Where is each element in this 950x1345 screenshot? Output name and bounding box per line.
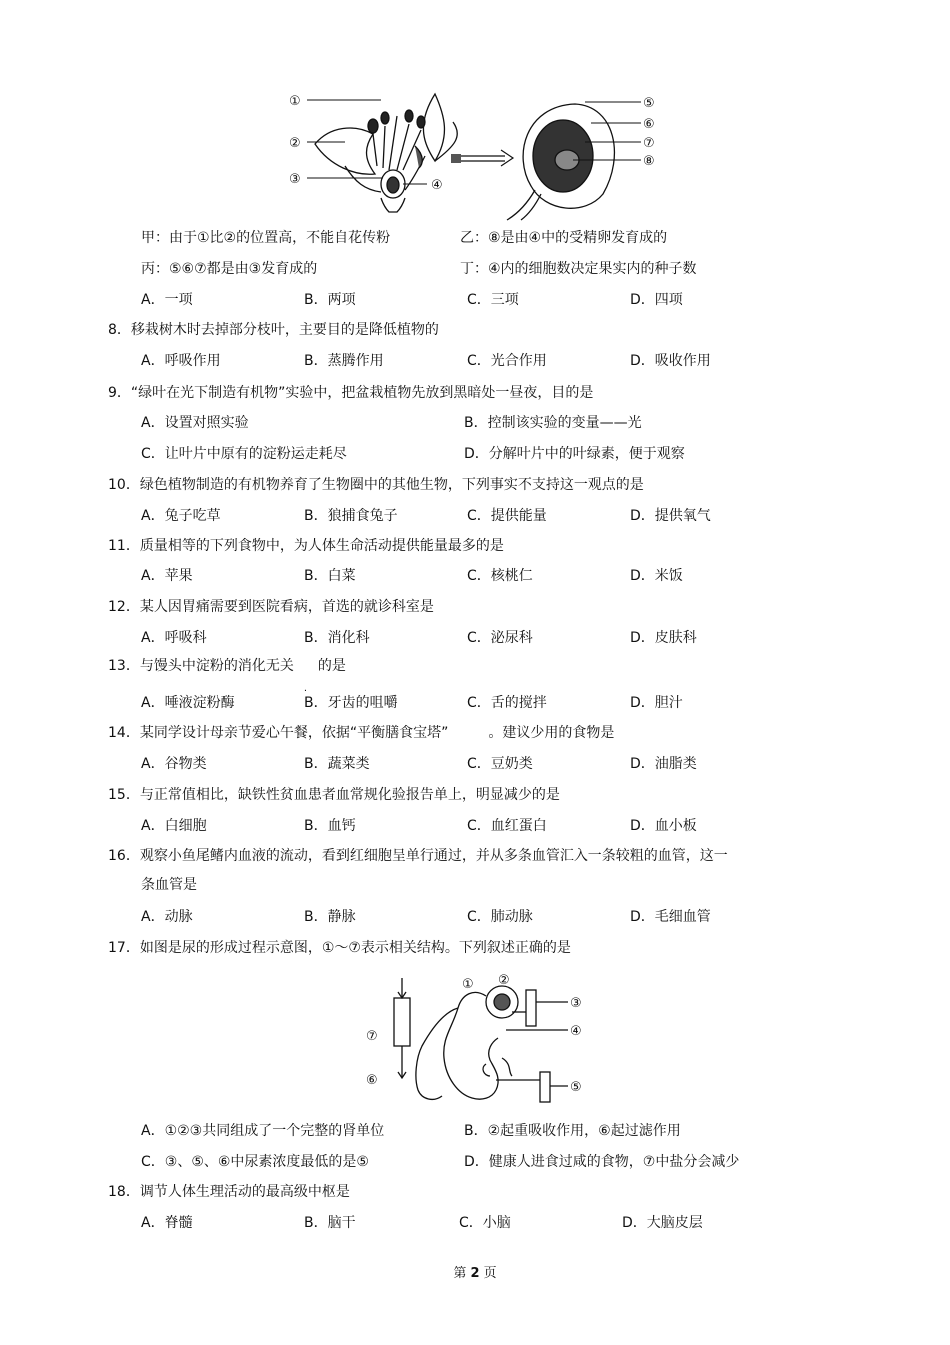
nephron-label-1: ① [462, 977, 474, 992]
q9-option-d[interactable]: D．分解叶片中的叶绿素，便于观察 [464, 446, 685, 462]
q7-option-c[interactable]: C．三项 [467, 292, 519, 308]
q17-option-d[interactable]: D．健康人进食过咸的食物，⑦中盐分会减少 [464, 1154, 740, 1170]
q14-option-a[interactable]: A．谷物类 [141, 756, 207, 772]
q14-option-b[interactable]: B．蔬菜类 [304, 756, 370, 772]
q10-option-d[interactable]: D．提供氧气 [630, 508, 711, 524]
flower-drawing [315, 94, 457, 212]
q12-option-c[interactable]: C．泌尿科 [467, 630, 533, 646]
page-number: 2 [470, 1266, 480, 1281]
q18-option-a[interactable]: A．脊髓 [141, 1215, 193, 1231]
nephron-label-6: ⑥ [366, 1073, 378, 1088]
q7-statement-bing: 丙：⑤⑥⑦都是由③发育成的 [141, 261, 318, 277]
label-5: ⑤ [643, 96, 655, 111]
q16-question-cont: 条血管是 [141, 877, 197, 893]
q9-option-b[interactable]: B．控制该实验的变量——光 [464, 415, 642, 431]
nephron-label-4: ④ [570, 1024, 582, 1039]
q16-option-c[interactable]: C．肺动脉 [467, 909, 533, 925]
footer-prefix: 第 [453, 1266, 467, 1281]
q11-option-d[interactable]: D．米饭 [630, 568, 683, 584]
page-footer [0, 1262, 950, 1281]
label-1: ① [289, 94, 301, 109]
arrow-icon [451, 150, 513, 166]
nephron-label-7: ⑦ [366, 1029, 378, 1044]
q14-option-c[interactable]: C．豆奶类 [467, 756, 533, 772]
q13-text-b: 的是 [317, 658, 346, 674]
label-8: ⑧ [643, 154, 655, 169]
q13-option-b[interactable]: B．牙齿的咀嚼 [304, 695, 398, 711]
q9-option-c[interactable]: C．让叶片中原有的淀粉运走耗尽 [141, 446, 347, 462]
q14-text-b: 。建议少用的食物是 [488, 725, 615, 741]
q11-question: 11．质量相等的下列食物中，为人体生命活动提供能量最多的是 [108, 538, 504, 554]
nephron-figure [362, 968, 592, 1110]
q7-statement-jia: 甲：由于①比②的位置高，不能自花传粉 [141, 230, 391, 246]
flower-fruit-figure [285, 86, 665, 222]
q13-option-d[interactable]: D．胆汁 [630, 695, 683, 711]
q13-option-c[interactable]: C．舌的搅拌 [467, 695, 547, 711]
nephron-label-5: ⑤ [570, 1080, 582, 1095]
q11-option-c[interactable]: C．核桃仁 [467, 568, 533, 584]
q14-text-a: 14．某同学设计母亲节爱心午餐，依据“平衡膳食宝塔” [108, 725, 449, 741]
footer-suffix: 页 [483, 1266, 497, 1281]
q15-option-c[interactable]: C．血红蛋白 [467, 818, 547, 834]
q9-option-a[interactable]: A．设置对照实验 [141, 415, 249, 431]
q10-option-a[interactable]: A．兔子吃草 [141, 508, 221, 524]
q16-option-b[interactable]: B．静脉 [304, 909, 356, 925]
q16-option-a[interactable]: A．动脉 [141, 909, 193, 925]
q8-option-d[interactable]: D．吸收作用 [630, 353, 711, 369]
q11-option-b[interactable]: B．白菜 [304, 568, 356, 584]
q7-option-d[interactable]: D．四项 [630, 292, 683, 308]
label-3: ③ [289, 172, 301, 187]
q15-question: 15．与正常值相比，缺铁性贫血患者血常规化验报告单上，明显减少的是 [108, 787, 560, 803]
q11-option-a[interactable]: A．苹果 [141, 568, 193, 584]
q14-option-d[interactable]: D．油脂类 [630, 756, 697, 772]
label-4: ④ [431, 178, 443, 193]
q12-option-b[interactable]: B．消化科 [304, 630, 370, 646]
q8-question: 8．移栽树木时去掉部分枝叶，主要目的是降低植物的 [108, 322, 439, 338]
q17-option-a[interactable]: A．①②③共同组成了一个完整的肾单位 [141, 1123, 385, 1139]
q18-question: 18．调节人体生理活动的最高级中枢是 [108, 1184, 350, 1200]
q17-question: 17．如图是尿的形成过程示意图，①～⑦表示相关结构。下列叙述正确的是 [108, 940, 571, 956]
q8-option-c[interactable]: C．光合作用 [467, 353, 547, 369]
q10-question: 10．绿色植物制造的有机物养育了生物圈中的其他生物，下列事实不支持这一观点的是 [108, 477, 644, 493]
q14-question [108, 724, 614, 742]
q15-option-d[interactable]: D．血小板 [630, 818, 697, 834]
q7-option-b[interactable]: B．两项 [304, 292, 356, 308]
q13-option-a[interactable]: A．唾液淀粉酶 [141, 695, 235, 711]
q7-option-a[interactable]: A．一项 [141, 292, 193, 308]
q8-option-b[interactable]: B．蒸腾作用 [304, 353, 384, 369]
fruit-part-labels [643, 96, 655, 169]
label-6: ⑥ [643, 117, 655, 132]
q15-option-a[interactable]: A．白细胞 [141, 818, 207, 834]
q7-statement-yi: 乙：⑧是由④中的受精卵发育成的 [460, 230, 668, 246]
nephron-label-2: ② [498, 973, 510, 988]
q13-text-a: 13．与馒头中淀粉的消化无关 [108, 658, 294, 674]
q9-question: 9．“绿叶在光下制造有机物”实验中，把盆栽植物先放到黑暗处一昼夜，目的是 [108, 385, 594, 401]
q12-option-a[interactable]: A．呼吸科 [141, 630, 207, 646]
q10-option-b[interactable]: B．狼捕食兔子 [304, 508, 398, 524]
nephron-label-3: ③ [570, 996, 582, 1011]
q18-option-c[interactable]: C．小脑 [459, 1215, 511, 1231]
q16-option-d[interactable]: D．毛细血管 [630, 909, 711, 925]
q15-option-b[interactable]: B．血钙 [304, 818, 356, 834]
q12-option-d[interactable]: D．皮肤科 [630, 630, 697, 646]
q13-question: 13．与馒头中淀粉的消化无关 . 的是 [108, 658, 346, 694]
q18-option-d[interactable]: D．大脑皮层 [622, 1215, 703, 1231]
q7-statement-ding: 丁：④内的细胞数决定果实内的种子数 [460, 261, 697, 277]
label-7: ⑦ [643, 136, 655, 151]
q10-option-c[interactable]: C．提供能量 [467, 508, 547, 524]
label-2: ② [289, 136, 301, 151]
q18-option-b[interactable]: B．脑干 [304, 1215, 356, 1231]
q8-option-a[interactable]: A．呼吸作用 [141, 353, 221, 369]
q16-question: 16．观察小鱼尾鳍内血液的流动，看到红细胞呈单行通过，并从多条血管汇入一条较粗的血管，这一 [108, 848, 728, 864]
q17-option-c[interactable]: C．③、⑤、⑥中尿素浓度最低的是⑤ [141, 1154, 369, 1170]
q17-option-b[interactable]: B．②起重吸收作用，⑥起过滤作用 [464, 1123, 681, 1139]
fruit-drawing [507, 104, 614, 220]
q12-question: 12．某人因胃痛需要到医院看病，首选的就诊科室是 [108, 599, 434, 615]
